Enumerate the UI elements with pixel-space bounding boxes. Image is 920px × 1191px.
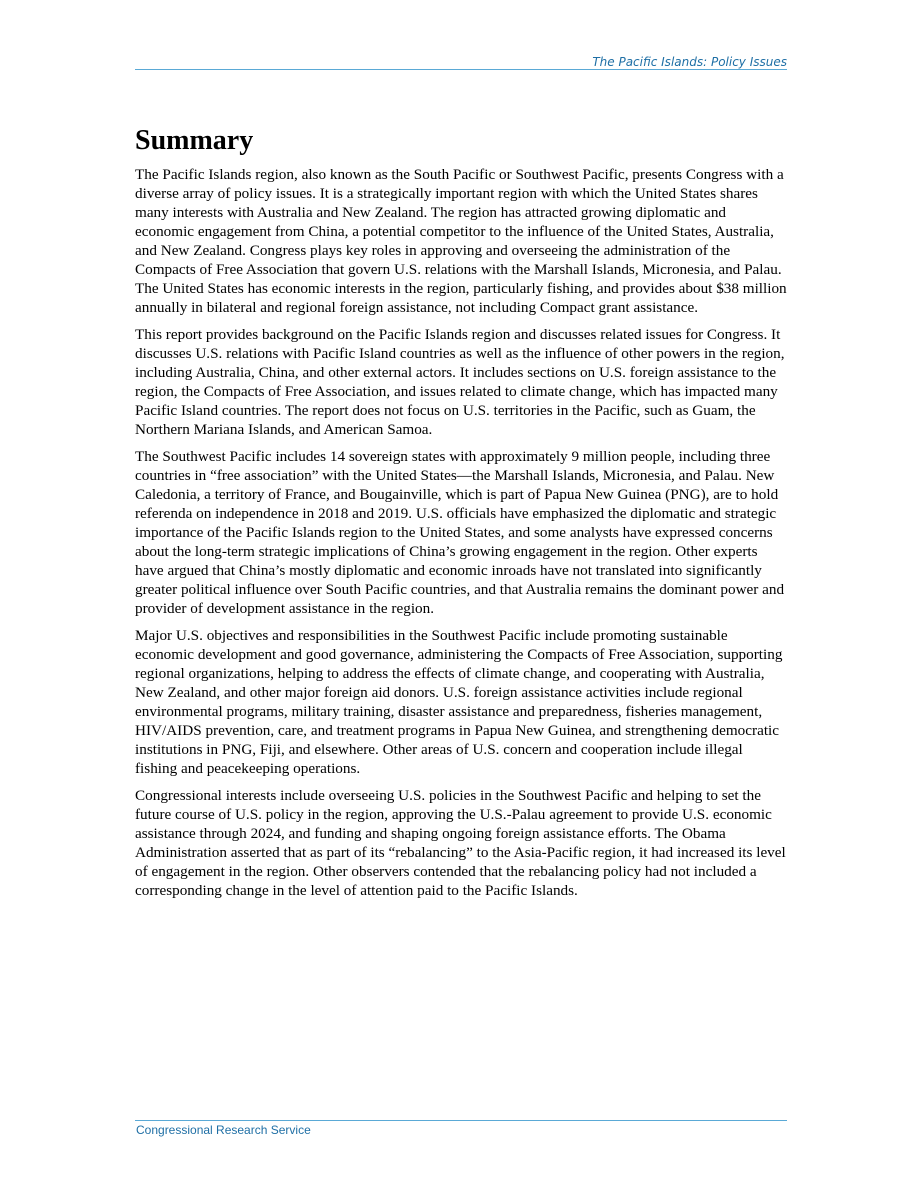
summary-paragraph-2: This report provides background on the Pacific Islands region and discusses related issues for Congress. It discusses U.S. relations with Pacific Island countries as well as the influence of other powers in the region, including Australia, China, and other external actors. It includes sections on U.S. foreign assistance to the region, the Compacts of Free Association, and issues related to climate change, which has impacted many Pacific Island countries. The report does not focus on U.S. territories in the Pacific, such as Guam, the Northern Mariana Islands, and American Samoa.	[135, 326, 785, 438]
summary-paragraph-5: Congressional interests include overseeing U.S. policies in the Southwest Pacific and helping to set the future course of U.S. policy in the region, approving the U.S.-Palau agreement to provide U.S. economic assistance through 2024, and funding and shaping ongoing foreign assistance efforts. The Obama Administration asserted that as part of its “rebalancing” to the Asia-Pacific region, it had increased its level of engagement in the region. Other observers contended that the rebalancing policy had not included a corresponding change in the level of attention paid to the Pacific Islands.	[135, 787, 786, 899]
summary-paragraph-4: Major U.S. objectives and responsibilities in the Southwest Pacific include promoting sustainable economic development and good governance, administering the Compacts of Free Association, supporting regional organizations, helping to address the effects of climate change, and cooperating with Australia, New Zealand, and other major foreign aid donors. U.S. foreign assistance activities include regional environmental programs, military training, disaster assistance and preparedness, fisheries management, HIV/AIDS prevention, care, and treatment programs in Papua New Guinea, and strengthening democratic institutions in PNG, Fiji, and elsewhere. Other areas of U.S. concern and cooperation include illegal fishing and peacekeeping operations.	[135, 627, 783, 777]
section-title: Summary	[135, 125, 254, 156]
footer-organization: Congressional Research Service	[136, 1123, 311, 1137]
footer-rule	[135, 1120, 787, 1121]
summary-section	[135, 123, 787, 908]
running-header-title: The Pacific Islands: Policy Issues	[592, 55, 787, 69]
header-rule	[135, 69, 787, 70]
summary-paragraph-3: The Southwest Pacific includes 14 sovereign states with approximately 9 million people, including three countries in “free association” with the United States—the Marshall Islands, Micronesia, and Palau. New Caledonia, a territory of France, and Bougainville, which is part of Papua New Guinea (PNG), are to hold referenda on independence in 2018 and 2019. U.S. officials have emphasized the diplomatic and strategic importance of the Pacific Islands region to the United States, and some analysts have expressed concerns about the long-term strategic implications of China’s growing engagement in the region. Other experts have argued that China’s mostly diplomatic and economic inroads have not translated into significantly greater political influence over South Pacific countries, and that Australia remains the dominant power and provider of development assistance in the region.	[135, 448, 785, 617]
summary-paragraph-1: The Pacific Islands region, also known as the South Pacific or Southwest Pacific, presents Congress with a diverse array of policy issues. It is a strategically important region with which the United States shares many interests with Australia and New Zealand. The region has attracted growing diplomatic and economic engagement from China, a potential competitor to the influence of the United States, Australia, and New Zealand. Congress plays key roles in approving and overseeing the administration of the Compacts of Free Association that govern U.S. relations with the Marshall Islands, Micronesia, and Palau. The United States has economic interests in the region, particularly fishing, and provides about $38 million annually in bilateral and regional foreign assistance, not including Compact grant assistance.	[135, 166, 787, 316]
